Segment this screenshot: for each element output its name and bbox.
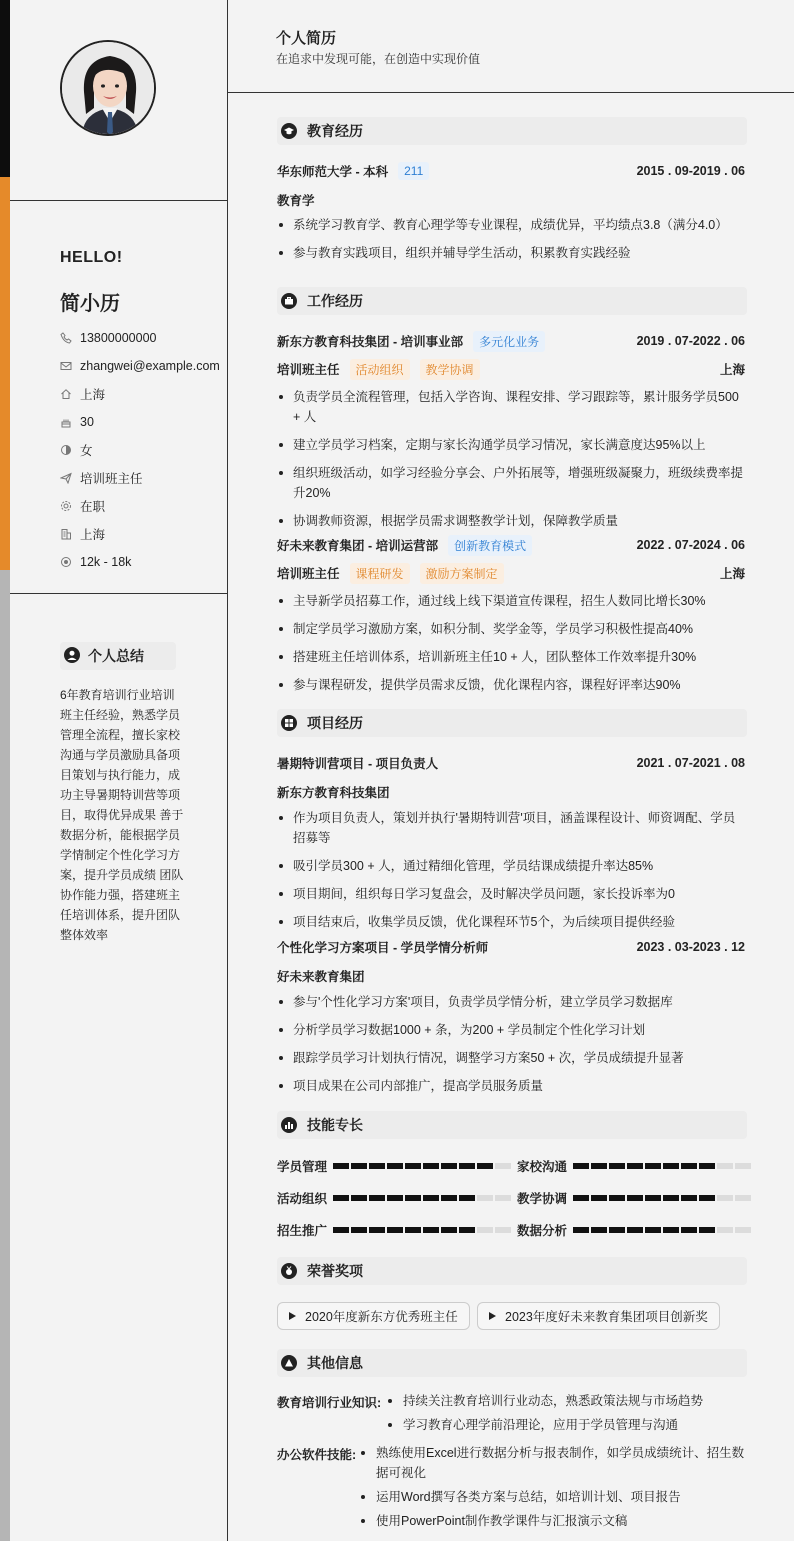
avatar [60, 40, 156, 136]
contact-email [60, 352, 230, 380]
list-item: 使用PowerPoint制作教学课件与汇报演示文稿 [358, 1511, 746, 1531]
gender-icon [60, 444, 72, 456]
education-date: 2015 . 09-2019 . 06 [636, 164, 745, 178]
project-date: 2021 . 07-2021 . 08 [636, 756, 745, 770]
skill-name: 数据分析 [517, 1224, 568, 1238]
job-header [277, 535, 745, 555]
list-item: 主导新学员招募工作，通过线上线下渠道宣传课程，招生人数同比增长30% [277, 591, 745, 611]
summary-heading [60, 642, 176, 670]
skill-segment-empty [717, 1163, 733, 1169]
list-item: 持续关注教育培训行业动态，熟悉政策法规与市场趋势 [385, 1391, 745, 1411]
skill-segment-filled [699, 1163, 715, 1169]
skill-segment-filled [333, 1195, 349, 1201]
skill-segment-filled [441, 1195, 457, 1201]
list-item: 作为项目负责人，策划并执行'暑期特训营'项目，涵盖课程设计、师资调配、学员招募等 [277, 808, 745, 848]
other-group-label: 教育培训行业知识: [277, 1396, 382, 1410]
skill-segment-filled [663, 1195, 679, 1201]
job-company: 新东方教育科技集团 - 培训事业部 [277, 335, 464, 349]
skill-segment-filled [351, 1163, 367, 1169]
play-icon [489, 1312, 496, 1320]
skill-item [517, 1221, 751, 1239]
skill-item [517, 1189, 751, 1207]
play-icon [289, 1312, 296, 1320]
medal-icon [281, 1263, 297, 1279]
other-section-heading [277, 1349, 747, 1377]
contact-gender-value: 女 [80, 444, 93, 458]
skill-segment-filled [645, 1195, 661, 1201]
gear-icon [60, 500, 72, 512]
skill-segment-filled [405, 1195, 421, 1201]
skill-segment-filled [351, 1195, 367, 1201]
education-bullets [277, 215, 745, 271]
bar-chart-icon [281, 1117, 297, 1133]
contact-status-value: 在职 [80, 500, 106, 514]
contact-city-value: 上海 [80, 388, 106, 402]
project-org: 好未来教育集团 [277, 970, 365, 984]
projects-section-heading [277, 709, 747, 737]
skill-segment-empty [495, 1227, 511, 1233]
skill-segment-filled [681, 1195, 697, 1201]
other-title: 其他信息 [307, 1355, 363, 1371]
skill-bar [333, 1195, 511, 1201]
contact-salary [60, 548, 230, 576]
job-skill-tag: 活动组织 [350, 359, 410, 380]
education-title: 教育经历 [307, 123, 363, 139]
sidebar-divider [10, 593, 228, 594]
skill-segment-empty [477, 1227, 493, 1233]
contact-age-value: 30 [80, 415, 94, 429]
skill-segment-filled [477, 1163, 493, 1169]
list-item: 跟踪学员学习计划执行情况，调整学习方案50 + 次，学员成绩提升显著 [277, 1048, 745, 1068]
job-tag: 多元化业务 [473, 331, 545, 352]
briefcase-icon [281, 293, 297, 309]
education-school: 华东师范大学 - 本科 [277, 165, 389, 179]
skills-section-heading [277, 1111, 747, 1139]
page-title: 个人简历 [276, 30, 337, 47]
skill-segment-filled [369, 1227, 385, 1233]
skill-segment-filled [627, 1195, 643, 1201]
other-group-label: 办公软件技能: [277, 1448, 357, 1462]
job-bullets [277, 591, 745, 703]
mail-icon [60, 360, 72, 372]
accent-strip-top [0, 0, 10, 177]
skill-segment-filled [699, 1195, 715, 1201]
job-tag: 创新教育模式 [448, 535, 532, 556]
education-tag: 211 [398, 162, 429, 180]
list-item: 项目成果在公司内部推广，提高学员服务质量 [277, 1076, 745, 1096]
list-item: 系统学习教育学、教育心理学等专业课程，成绩优异，平均绩点3.8（满分4.0） [277, 215, 745, 235]
skill-segment-filled [591, 1195, 607, 1201]
job-role: 培训班主任 [277, 567, 340, 581]
skill-bar [573, 1163, 751, 1169]
skill-segment-filled [333, 1163, 349, 1169]
project-org: 新东方教育科技集团 [277, 786, 390, 800]
skill-bar [333, 1163, 511, 1169]
coin-icon [60, 556, 72, 568]
candidate-name: 简小历 [60, 293, 120, 315]
job-role-row [277, 563, 745, 583]
award-chip [277, 1302, 470, 1330]
contact-target-city [60, 520, 230, 548]
list-item: 参与课程研发，提供学员需求反馈，优化课程内容，课程好评率达90% [277, 675, 745, 695]
skill-item [277, 1157, 511, 1175]
contact-phone [60, 324, 230, 352]
skill-segment-empty [717, 1227, 733, 1233]
skill-segment-filled [369, 1163, 385, 1169]
skill-segment-filled [441, 1227, 457, 1233]
skill-segment-filled [591, 1227, 607, 1233]
contact-status [60, 492, 230, 520]
list-item: 负责学员全流程管理，包括入学咨询、课程安排、学习跟踪等，累计服务学员500 + 人 [277, 387, 745, 427]
job-date: 2019 . 07-2022 . 06 [636, 334, 745, 348]
job-skill-tag: 激励方案制定 [420, 563, 504, 584]
list-item: 熟练使用Excel进行数据分析与报表制作，如学员成绩统计、招生数据可视化 [358, 1443, 746, 1483]
accent-strip-bottom [0, 570, 10, 1541]
contact-target-city-value: 上海 [80, 528, 106, 542]
skill-segment-filled [387, 1195, 403, 1201]
skill-segment-filled [609, 1195, 625, 1201]
skill-segment-filled [645, 1227, 661, 1233]
skill-segment-filled [663, 1163, 679, 1169]
awards-title: 荣誉奖项 [307, 1263, 363, 1279]
skill-name: 招生推广 [277, 1224, 328, 1238]
skill-bar [333, 1227, 511, 1233]
award-chip [477, 1302, 720, 1330]
summary-title: 个人总结 [88, 648, 144, 664]
cake-icon [60, 416, 72, 428]
graduation-cap-icon [281, 123, 297, 139]
skill-segment-filled [573, 1227, 589, 1233]
project-date: 2023 . 03-2023 . 12 [636, 940, 745, 954]
hello-heading: HELLO! [60, 249, 123, 266]
work-section-heading [277, 287, 747, 315]
skills-title: 技能专长 [307, 1117, 363, 1133]
list-item: 分析学员学习数据1000 + 条，为200 + 学员制定个性化学习计划 [277, 1020, 745, 1040]
skill-segment-filled [591, 1163, 607, 1169]
skill-segment-filled [459, 1163, 475, 1169]
projects-title: 项目经历 [307, 715, 363, 731]
skill-segment-empty [495, 1195, 511, 1201]
grid-icon [281, 715, 297, 731]
education-section-heading [277, 117, 747, 145]
building-icon [60, 528, 72, 540]
list-item: 项目结束后，收集学员反馈，优化课程环节5个，为后续项目提供经验 [277, 912, 745, 932]
skill-segment-filled [441, 1163, 457, 1169]
list-item: 协调教师资源，根据学员需求调整教学计划，保障教学质量 [277, 511, 745, 531]
skill-segment-empty [735, 1163, 751, 1169]
project-header [277, 937, 745, 957]
contact-age [60, 408, 230, 436]
job-bullets [277, 387, 745, 539]
contact-city [60, 380, 230, 408]
list-item: 运用Word撰写各类方案与总结，如培训计划、项目报告 [358, 1487, 746, 1507]
skill-segment-empty [735, 1227, 751, 1233]
skill-segment-filled [699, 1227, 715, 1233]
skill-segment-empty [717, 1195, 733, 1201]
job-role: 培训班主任 [277, 363, 340, 377]
job-date: 2022 . 07-2024 . 06 [636, 538, 745, 552]
skill-bar [573, 1227, 751, 1233]
contact-job-value: 培训班主任 [80, 472, 143, 486]
list-item: 吸引学员300 + 人，通过精细化管理，学员结课成绩提升率达85% [277, 856, 745, 876]
education-major: 教育学 [277, 194, 315, 208]
contact-info [60, 324, 230, 576]
send-icon [60, 472, 72, 484]
contact-salary-value: 12k - 18k [80, 555, 132, 569]
skill-item [277, 1221, 511, 1239]
skill-segment-empty [477, 1195, 493, 1201]
job-city: 上海 [719, 567, 745, 581]
job-header [277, 331, 745, 351]
skill-segment-filled [405, 1227, 421, 1233]
skill-segment-filled [573, 1195, 589, 1201]
list-item: 建立学员学习档案，定期与家长沟通学员学习情况，家长满意度达95%以上 [277, 435, 745, 455]
home-icon [60, 388, 72, 400]
skill-name: 教学协调 [517, 1192, 568, 1206]
skill-segment-filled [423, 1195, 439, 1201]
list-item: 学习教育心理学前沿理论，应用于学员管理与沟通 [385, 1415, 745, 1435]
project-bullets [277, 808, 745, 940]
contact-gender [60, 436, 230, 464]
skill-segment-filled [573, 1163, 589, 1169]
phone-icon [60, 332, 72, 344]
work-title: 工作经历 [307, 293, 363, 309]
skill-item [517, 1157, 751, 1175]
award-label: 2023年度好未来教育集团项目创新奖 [505, 1310, 708, 1324]
skill-segment-filled [609, 1227, 625, 1233]
list-item: 制定学员学习激励方案，如积分制、奖学金等，学员学习积极性提高40% [277, 619, 745, 639]
other-group-list [385, 1391, 745, 1439]
awards-section-heading [277, 1257, 747, 1285]
info-icon [281, 1355, 297, 1371]
list-item: 参与'个性化学习方案'项目，负责学员学情分析，建立学员学习数据库 [277, 992, 745, 1012]
skill-segment-filled [681, 1163, 697, 1169]
sidebar-divider [10, 200, 228, 201]
skill-name: 家校沟通 [517, 1160, 568, 1174]
project-header [277, 753, 745, 773]
job-city: 上海 [719, 363, 745, 377]
avatar-portrait [62, 42, 156, 136]
project-name: 暑期特训营项目 - 项目负责人 [277, 757, 439, 771]
education-row [277, 161, 745, 181]
list-item: 搭建班主任培训体系，培训新班主任10 + 人，团队整体工作效率提升30% [277, 647, 745, 667]
skill-segment-filled [681, 1227, 697, 1233]
skill-segment-filled [423, 1227, 439, 1233]
other-group-list [358, 1443, 746, 1535]
list-item: 项目期间，组织每日学习复盘会，及时解决学员问题，家长投诉率为0 [277, 884, 745, 904]
page-header [228, 0, 794, 93]
list-item: 组织班级活动，如学习经验分享会、户外拓展等，增强班级凝聚力，班级续费率提升20% [277, 463, 745, 503]
award-label: 2020年度新东方优秀班主任 [305, 1310, 458, 1324]
page-subtitle: 在追求中发现可能，在创造中实现价值 [276, 52, 481, 66]
skill-item [277, 1189, 511, 1207]
contact-email-value: zhangwei@example.com [80, 359, 220, 373]
project-bullets [277, 992, 745, 1104]
skill-name: 学员管理 [277, 1160, 328, 1174]
list-item: 参与教育实践项目，组织并辅导学生活动，积累教育实践经验 [277, 243, 745, 263]
accent-strip-middle [0, 177, 10, 570]
skill-segment-filled [405, 1163, 421, 1169]
contact-phone-value: 13800000000 [80, 331, 157, 345]
skill-name: 活动组织 [277, 1192, 328, 1206]
skill-segment-filled [627, 1163, 643, 1169]
skill-segment-filled [459, 1227, 475, 1233]
summary-text: 6年教育培训行业培训班主任经验，熟悉学员管理全流程，擅长家校沟通与学员激励具备项目策划与执行能力，成功主导暑期特训营等项目，取得优异成果 善于数据分析，能根据学员学情制定个性化学习方案，提升学员成绩 团队协作能力强，搭建班主任培训体系，提升团队整体效率 [60, 688, 184, 942]
skill-segment-filled [423, 1163, 439, 1169]
skill-segment-filled [351, 1227, 367, 1233]
skill-segment-empty [735, 1195, 751, 1201]
contact-job [60, 464, 230, 492]
skill-segment-filled [609, 1163, 625, 1169]
project-name: 个性化学习方案项目 - 学员学情分析师 [277, 941, 489, 955]
skill-segment-filled [627, 1227, 643, 1233]
user-icon [64, 647, 80, 666]
skill-segment-filled [369, 1195, 385, 1201]
skill-segment-empty [495, 1163, 511, 1169]
skill-segment-filled [459, 1195, 475, 1201]
job-company: 好未来教育集团 - 培训运营部 [277, 539, 439, 553]
skill-bar [573, 1195, 751, 1201]
skill-segment-filled [387, 1163, 403, 1169]
skill-segment-filled [387, 1227, 403, 1233]
job-role-row [277, 359, 745, 379]
skill-segment-filled [663, 1227, 679, 1233]
skill-segment-filled [645, 1163, 661, 1169]
job-skill-tag: 教学协调 [420, 359, 480, 380]
job-skill-tag: 课程研发 [350, 563, 410, 584]
skill-segment-filled [333, 1227, 349, 1233]
